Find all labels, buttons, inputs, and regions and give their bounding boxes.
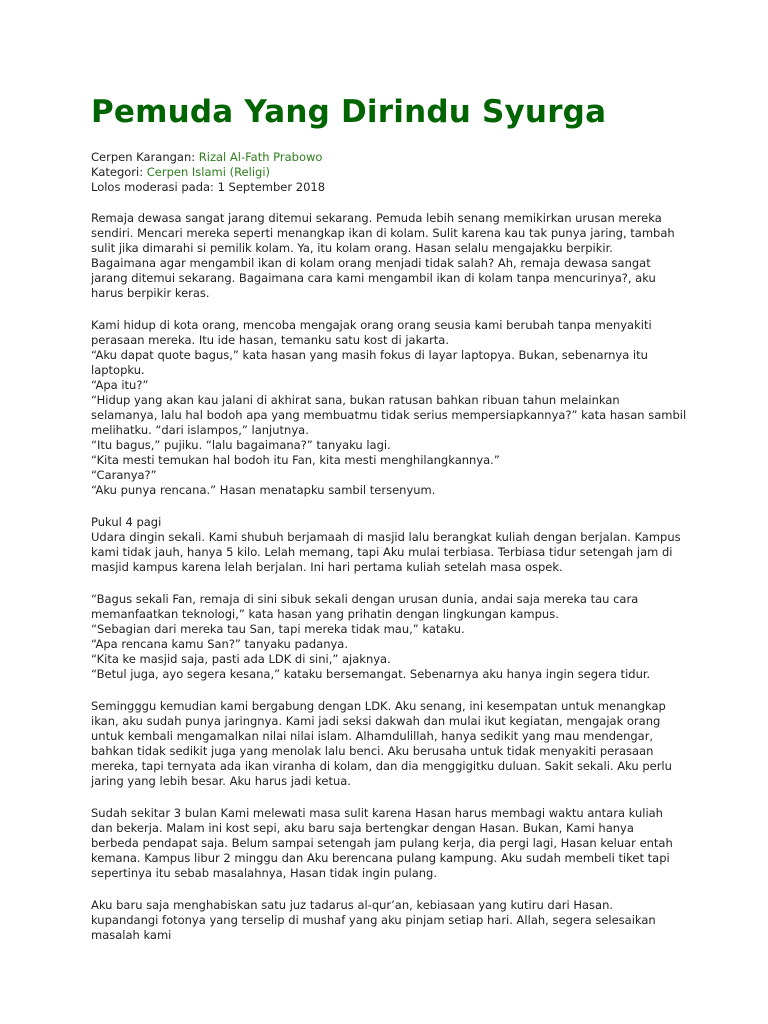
article-meta	[91, 150, 691, 195]
category-row	[91, 165, 691, 180]
paragraph: Kami hidup di kota orang, mencoba mengajak orang orang seusia kami berubah tanpa menyakiti perasaan mereka. Itu ide hasan, temanku satu kost di jakarta. “Aku dapat quote bagus,” kata hasan yang masih fokus di layar laptopya. Bukan, sebenarnya itu laptopku. “Apa itu?” “Hidup yang akan kau jalani di akhirat sana, bukan ratusan bahkan ribuan tahun melainkan selamanya, lalu hal bodoh apa yang membuatmu tidak serius mempersiapkannya?” kata hasan sambil melihatku. “dari islampos,” lanjutnya. “Itu bagus,” pujiku. “lalu bagaimana?” tanyaku lagi. “Kita mesti temukan hal bodoh itu Fan, kita mesti menghilangkannya.” “Caranya?” “Aku punya rencana.” Hasan menatapku sambil tersenyum.	[91, 318, 687, 497]
paragraph: Remaja dewasa sangat jarang ditemui sekarang. Pemuda lebih senang memikirkan urusan mereka sendiri. Mencari mereka seperti menangkap ikan di kolam. Sulit karena kau tak punya jaring, tambah sulit jika dimarahi si pemilik kolam. Ya, itu kolam orang. Hasan selalu mengajakku berpikir. Bagaimana agar mengambil ikan di kolam orang menjadi tidak salah? Ah, remaja dewasa sangat jarang ditemui sekarang. Bagaimana cara kami mengambil ikan di kolam tanpa mencurinya?, aku harus berpikir keras.	[91, 211, 675, 300]
paragraph: Semingggu kemudian kami bergabung dengan LDK. Aku senang, ini kesempatan untuk menangkap ikan, aku sudah punya jaringnya. Kami jadi seksi dakwah dan mulai ikut kegiatan, mengajak orang untuk kembali mengamalkan nilai nilai islam. Alhamdulillah, hanya sedikit yang mau mendengar, bahkan tidak sedikit juga yang menolak lalu benci. Aku berusaha untuk tidak menyakiti perasaan mereka, tapi ternyata ada ikan viranha di kolam, dan dia menggigitku duluan. Sakit sekali. Aku perlu jaring yang lebih besar. Aku harus jadi ketua.	[91, 699, 672, 788]
author-label: Cerpen Karangan:	[91, 150, 199, 164]
article-title: Pemuda Yang Dirindu Syurga	[91, 94, 607, 130]
author-link[interactable]: Rizal Al-Fath Prabowo	[198, 150, 323, 164]
category-label: Kategori:	[91, 165, 147, 179]
article	[91, 92, 691, 960]
story-body	[91, 211, 691, 943]
paragraph: Sudah sekitar 3 bulan Kami melewati masa sulit karena Hasan harus membagi waktu antara kuliah dan bekerja. Malam ini kost sepi, aku baru saja bertengkar dengan Hasan. Bukan, Kami hanya berbeda pendapat saja. Belum sampai setengah jam pulang kerja, dia pergi lagi, Hasan keluar entah kemana. Kampus libur 2 minggu dan Aku berencana pulang kampung. Aku sudah membeli tiket tapi sepertinya itu sebab masalahnya, Hasan tidak ingin pulang.	[91, 806, 673, 880]
paragraph: Aku baru saja menghabiskan satu juz tadarus al-qur’an, kebiasaan yang kutiru dari Hasan. kupandangi fotonya yang terselip di mushaf yang aku pinjam setiap hari. Allah, segera selesaikan masalah kami	[91, 898, 656, 942]
paragraph: Pukul 4 pagi Udara dingin sekali. Kami shubuh berjamaah di masjid lalu berangkat kuliah dengan berjalan. Kampus kami tidak jauh, hanya 5 kilo. Lelah memang, tapi Aku mulai terbiasa. Terbiasa tidur setengah jam di masjid kampus karena lelah berjalan. Ini hari pertama kuliah setelah masa ospek.	[91, 515, 681, 574]
paragraph: “Bagus sekali Fan, remaja di sini sibuk sekali dengan urusan dunia, andai saja mereka tau cara memanfaatkan teknologi,” kata hasan yang prihatin dengan lingkungan kampus. “Sebagian dari mereka tau San, tapi mereka tidak mau,” kataku. “Apa rencana kamu San?” tanyaku padanya. “Kita ke masjid saja, pasti ada LDK di sini,” ajaknya. “Betul juga, ayo segera kesana,” kataku bersemangat. Sebenarnya aku hanya ingin segera tidur.	[91, 592, 651, 681]
category-link[interactable]: Cerpen Islami (Religi)	[146, 165, 271, 179]
author-row	[91, 150, 691, 165]
moderation-date: Lolos moderasi pada: 1 September 2018	[91, 180, 326, 194]
